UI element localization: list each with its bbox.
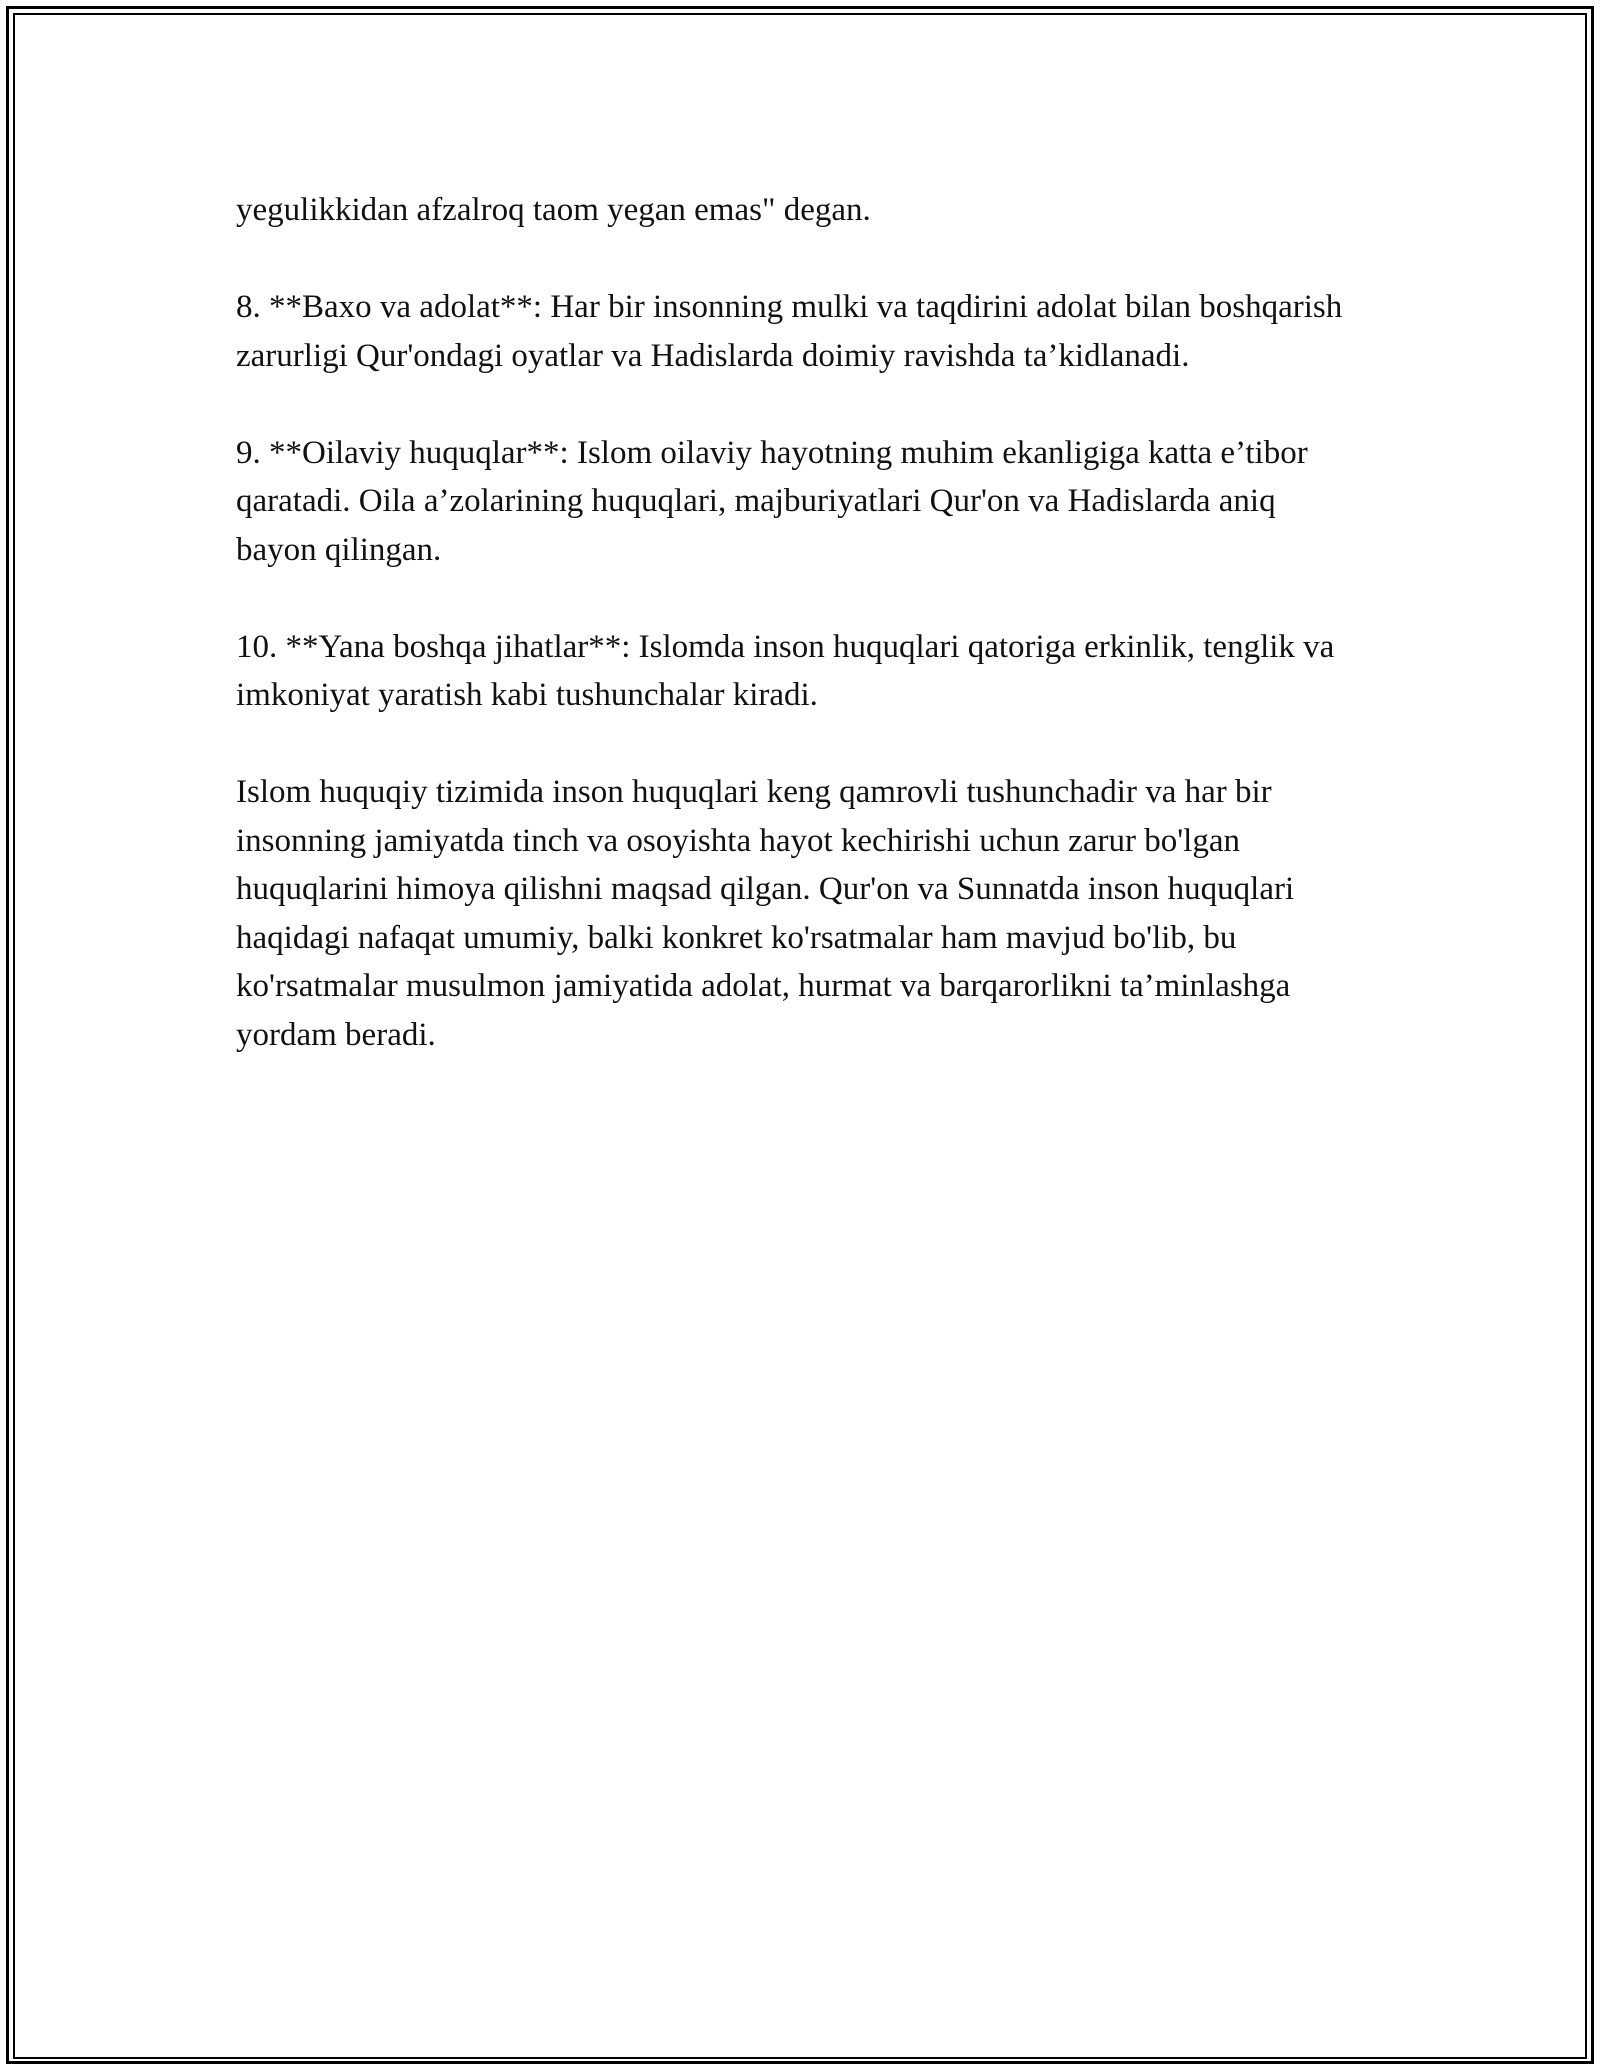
paragraph-item-10: 10. **Yana boshqa jihatlar**: Islomda inson huquqlari qatoriga erkinlik, tenglik va imkoniyat yaratish kabi tushunchalar kiradi. (236, 628, 1335, 713)
document-body (236, 186, 1346, 1108)
paragraph-item-9: 9. **Oilaviy huquqlar**: Islom oilaviy hayotning muhim ekanligiga katta e’tibor qaratadi. Oila a’zolarining huquqlari, majburiyatlari Qur'on va Hadislarda aniq bayon qilingan. (236, 434, 1308, 568)
paragraph-continuation: yegulikkidan afzalroq taom yegan emas" degan. (236, 192, 871, 228)
paragraph-item-8: 8. **Baxo va adolat**: Har bir insonning mulki va taqdirini adolat bilan boshqarish zarurligi Qur'ondagi oyatlar va Hadislarda doimiy ravishda ta’kidlanadi. (236, 289, 1343, 374)
paragraph-conclusion: Islom huquqiy tizimida inson huquqlari keng qamrovli tushunchadir va har bir insonning jamiyatda tinch va osoyishta hayot kechirishi uchun zarur bo'lgan huquqlarini himoya qilishni maqsad qilgan. Qur'on va Sunnatda inson huquqlari haqidagi nafaqat umumiy, balki konkret ko'rsatmalar ham mavjud bo'lib, bu ko'rsatmalar musulmon jamiyatida adolat, hurmat va barqarorlikni ta’minlashga yordam beradi. (236, 774, 1295, 1053)
